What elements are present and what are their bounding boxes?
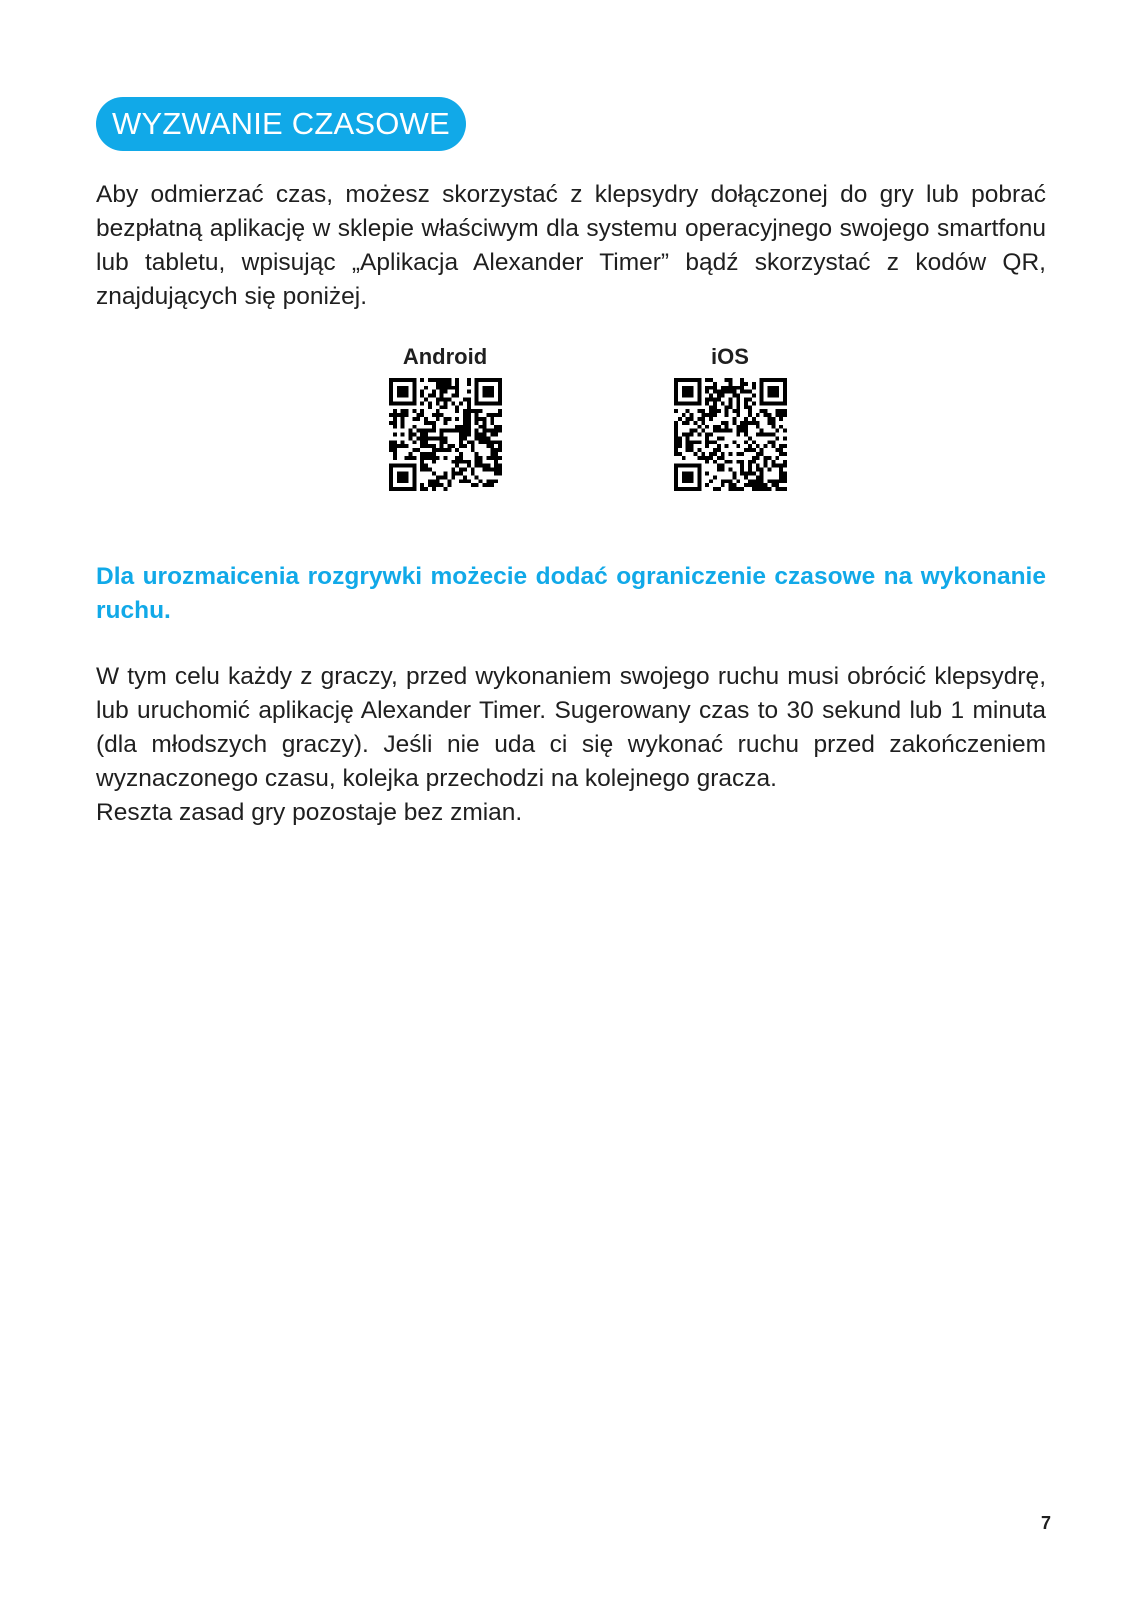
page-number: 7 (1040, 1513, 1051, 1533)
ios-label: iOS (711, 344, 749, 369)
android-qr-code-icon[interactable] (389, 378, 502, 491)
intro-paragraph: Aby odmierzać czas, możesz skorzystać z klepsydry dołączonej do gry lub pobrać bezpłatną aplikację w sklepie właściwym dla systemu operacyjnego swojego smartfonu lub tabletu, wpisując „Aplikacja Alexander Timer” bądź skorzystać z kodów QR, znajdujących się poniżej. (96, 181, 1046, 310)
rules-paragraph: W tym celu każdy z graczy, przed wykonaniem swojego ruchu musi obrócić klepsydrę, lub uruchomić aplikację Alexander Timer. Sugerowany czas to 30 sekund lub 1 minuta (dla młodszych graczy). Jeśli nie uda ci się wykonać ruchu przed zakończeniem wyznaczonego czasu, kolejka przechodzi na kolejnego gracza. (96, 663, 1046, 792)
highlight-paragraph: Dla urozmaicenia rozgrywki możecie dodać ograniczenie czasowe na wykonanie ruchu. (96, 563, 1046, 624)
rules-closing: Reszta zasad gry pozostaje bez zmian. (96, 799, 523, 826)
ios-qr-section (640, 344, 820, 491)
rules-section (96, 660, 1046, 830)
section-title: WYZWANIE CZASOWE (96, 97, 466, 151)
android-qr-section (355, 344, 535, 491)
ios-qr-code-icon[interactable] (674, 378, 787, 491)
android-label: Android (402, 344, 488, 369)
